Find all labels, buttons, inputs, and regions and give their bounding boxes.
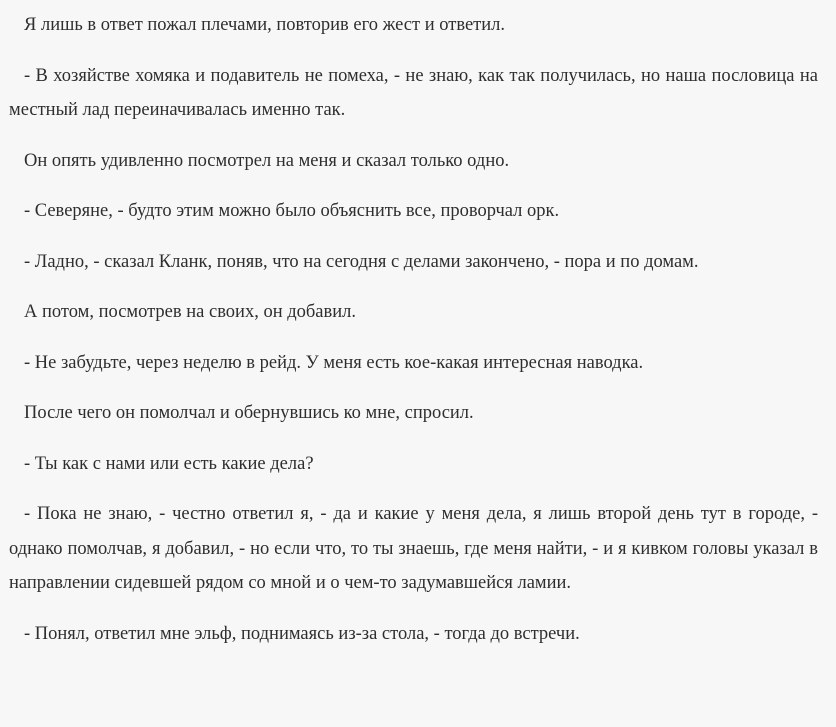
paragraph-4: - Северяне, - будто этим можно было объяснить все, проворчал орк. bbox=[24, 201, 560, 221]
paragraph-5: - Ладно, - сказал Кланк, поняв, что на сегодня с делами закончено, - пора и по домам. bbox=[24, 251, 699, 272]
paragraph-9: - Ты как с нами или есть какие дела? bbox=[24, 453, 314, 474]
text-body bbox=[9, 8, 818, 667]
paragraph-2: - В хозяйстве хомяка и подавитель не помеха, - не знаю, как так получилась, но наша пословица на местный лад переиначивалась именно так. bbox=[9, 65, 818, 120]
paragraph-8: После чего он помолчал и обернувшись ко мне, спросил. bbox=[24, 403, 474, 423]
paragraph-10: - Пока не знаю, - честно ответил я, - да и какие у меня дела, я лишь второй день тут в городе, - однако помолчав, я добавил, - но если что, то ты знаешь, где меня найти, - и я кивком головы указал в направлении сидевшей рядом со мной и о чем-то задумавшейся ламии. bbox=[9, 504, 818, 593]
paragraph-11: - Понял, ответил мне эльф, поднимаясь из-за стола, - тогда до встречи. bbox=[24, 623, 580, 644]
paragraph-3: Он опять удивленно посмотрел на меня и сказал только одно. bbox=[24, 150, 510, 171]
paragraph-6: А потом, посмотрев на своих, он добавил. bbox=[24, 302, 357, 322]
paragraph-1: Я лишь в ответ пожал плечами, повторив его жест и ответил. bbox=[24, 15, 506, 35]
paragraph-7: - Не забудьте, через неделю в рейд. У меня есть кое-какая интересная наводка. bbox=[24, 352, 644, 373]
